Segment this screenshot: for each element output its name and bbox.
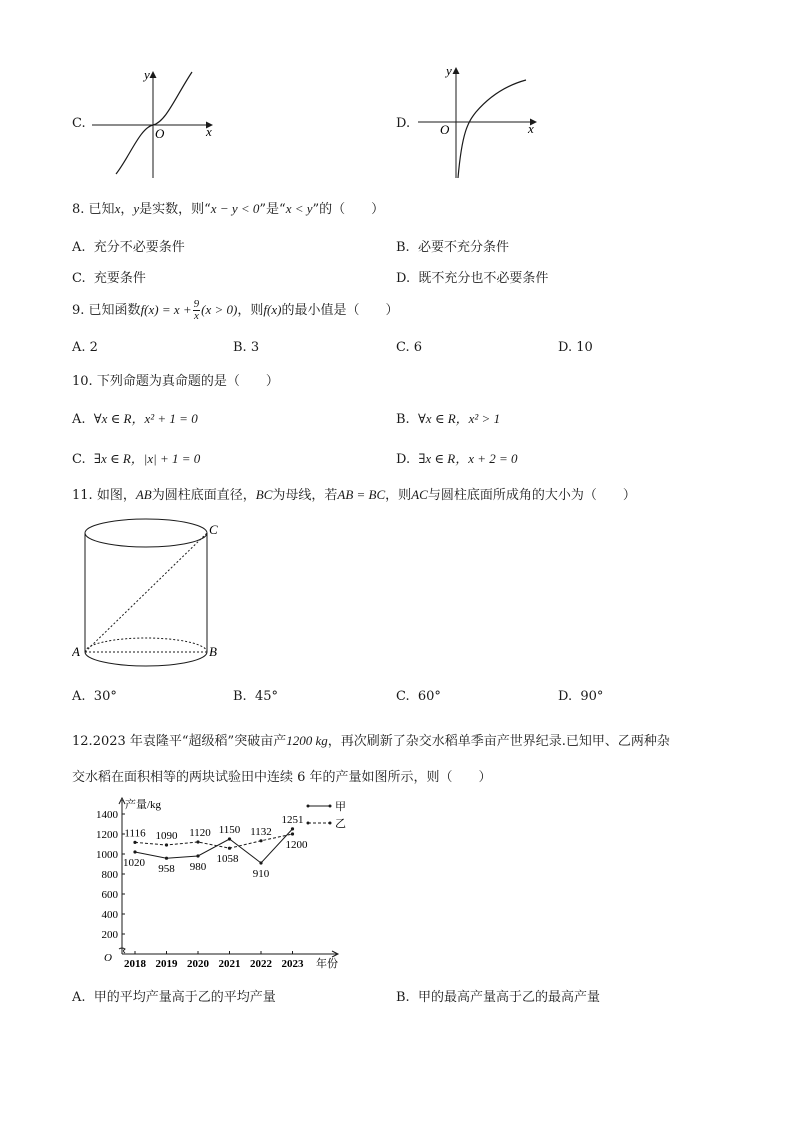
legend-label-1: 甲 <box>335 801 346 813</box>
q7-option-d-label: D. <box>396 116 411 131</box>
y-tick-label: 600 <box>101 889 118 901</box>
point-a-label: A <box>72 644 80 659</box>
cylinder-bottom-back <box>85 638 207 652</box>
series-2-point <box>133 841 136 844</box>
cylinder-top <box>85 519 207 547</box>
point-b-label: B <box>209 644 217 659</box>
legend-marker <box>329 805 332 808</box>
q7-graph-d <box>416 62 546 182</box>
x-tick-label: 2022 <box>250 958 272 970</box>
series-2-data-label: 1116 <box>124 827 146 840</box>
q7d-origin: O <box>440 122 450 137</box>
q12-stem-line-2: 交水稻在面积相等的两块试验田中连续 6 年的产量如图所示，则（ ） <box>72 770 492 785</box>
series-2-data-label: 1090 <box>155 830 178 842</box>
q10-option-d: D. ∃x ∈ R，x + 2 = 0 <box>396 451 518 467</box>
series-2-point <box>196 840 199 843</box>
series-1-data-label: 910 <box>252 868 270 880</box>
series-2-point <box>228 847 231 850</box>
q10-option-a: A. ∀x ∈ R，x² + 1 = 0 <box>72 411 198 427</box>
series-1-data-label: 1020 <box>123 857 145 869</box>
series-1-data-label: 1150 <box>218 824 241 836</box>
q8-stem: 8. 已知x，y是实数，则“x − y < 0”是“x < y”的（ ） <box>72 201 385 217</box>
series-1-data-label: 958 <box>158 863 175 876</box>
q8-option-c: C. 充要条件 <box>72 271 146 286</box>
series-1-point <box>228 837 231 840</box>
q10-stem: 10. 下列命题为真命题的是（ ） <box>72 374 279 389</box>
x-tick-label: 2023 <box>281 958 304 970</box>
q12-option-a: A. 甲的平均产量高于乙的平均产量 <box>72 990 276 1005</box>
q10-option-b: B. ∀x ∈ R，x² > 1 <box>396 411 501 427</box>
y-tick-label: 800 <box>101 869 118 881</box>
q11-option-a: A. 30° <box>72 689 117 704</box>
q7-graph-c <box>90 66 220 181</box>
q10-option-c: C. ∃x ∈ R，|x| + 1 = 0 <box>72 451 201 467</box>
q9-fraction: $\frac{9}{x}$ <box>193 298 200 322</box>
series-1-point <box>165 857 168 860</box>
cylinder-bottom-front <box>85 652 207 666</box>
series-1-data-label: 1251 <box>281 813 304 826</box>
q7-option-c-label: C. <box>72 116 86 131</box>
q9-stem: 9. 已知函数f(x) = x + $\frac{9}{x}$ (x > 0)，则f(x)的最小值是（ ） <box>72 298 399 322</box>
chart-origin: O <box>104 952 112 964</box>
series-2-point <box>259 839 262 842</box>
chart-ylabel: 产量/kg <box>125 799 162 811</box>
q12-line-chart <box>80 794 370 974</box>
y-tick-label: 1400 <box>96 809 118 821</box>
segment-ac <box>85 533 207 652</box>
series-1-point <box>133 850 136 853</box>
series-2-data-label: 1058 <box>216 853 239 866</box>
series-1-point <box>291 827 294 830</box>
q7c-origin: O <box>155 126 165 141</box>
legend-marker <box>329 822 332 825</box>
legend-marker <box>307 822 310 825</box>
q8-option-b: B. 必要不充分条件 <box>396 240 509 255</box>
series-1-data-label: 980 <box>189 861 207 873</box>
q9-option-a: A. 2 <box>72 340 98 355</box>
y-tick-label: 1200 <box>96 829 118 841</box>
q7d-curve <box>458 80 526 178</box>
legend-label-2: 乙 <box>335 818 346 830</box>
q7c-y-label: y <box>144 67 150 82</box>
series-2-data-label: 1200 <box>285 839 308 851</box>
series-1-point <box>259 861 262 864</box>
y-tick-label: 400 <box>101 909 118 921</box>
q12-option-b: B. 甲的最高产量高于乙的最高产量 <box>396 990 600 1005</box>
y-tick-label: 1000 <box>96 849 118 861</box>
series-2-data-label: 1132 <box>250 825 272 838</box>
y-tick-label: 200 <box>101 929 118 941</box>
q12-stem-line-1: 12.2023 年袁隆平“超级稻”突破亩产1200 kg，再次刷新了杂交水稻单季亩产世界纪录.已知甲、乙两种杂 <box>72 733 670 749</box>
series-2-data-label: 1120 <box>189 827 211 839</box>
series-2-point <box>291 832 294 835</box>
x-tick-label: 2019 <box>155 958 178 970</box>
q11-option-d: D. 90° <box>558 689 604 704</box>
series-2-point <box>165 843 168 846</box>
legend-marker <box>307 805 310 808</box>
q7c-x-label: x <box>206 124 212 139</box>
q9-option-d: D. 10 <box>558 340 593 355</box>
q8-option-d: D. 既不充分也不必要条件 <box>396 271 549 286</box>
q11-cylinder-figure <box>72 510 232 675</box>
q11-option-b: B. 45° <box>233 689 278 704</box>
chart-xlabel: 年份 <box>316 958 338 970</box>
q7d-y-label: y <box>446 63 452 78</box>
x-tick-label: 2018 <box>124 958 146 970</box>
point-c-label: C <box>209 522 218 537</box>
q9-option-b: B. 3 <box>233 340 260 355</box>
q11-stem: 11. 如图，AB为圆柱底面直径，BC为母线，若AB = BC，则AC与圆柱底面所成角的大小为（ ） <box>72 487 636 503</box>
x-tick-label: 2020 <box>187 958 209 970</box>
q7d-x-label: x <box>528 121 534 136</box>
q8-option-a: A. 充分不必要条件 <box>72 240 185 255</box>
x-tick-label: 2021 <box>218 958 241 970</box>
q11-option-c: C. 60° <box>396 689 441 704</box>
series-1-point <box>196 854 199 857</box>
q7c-curve <box>116 72 192 174</box>
q9-option-c: C. 6 <box>396 340 423 355</box>
